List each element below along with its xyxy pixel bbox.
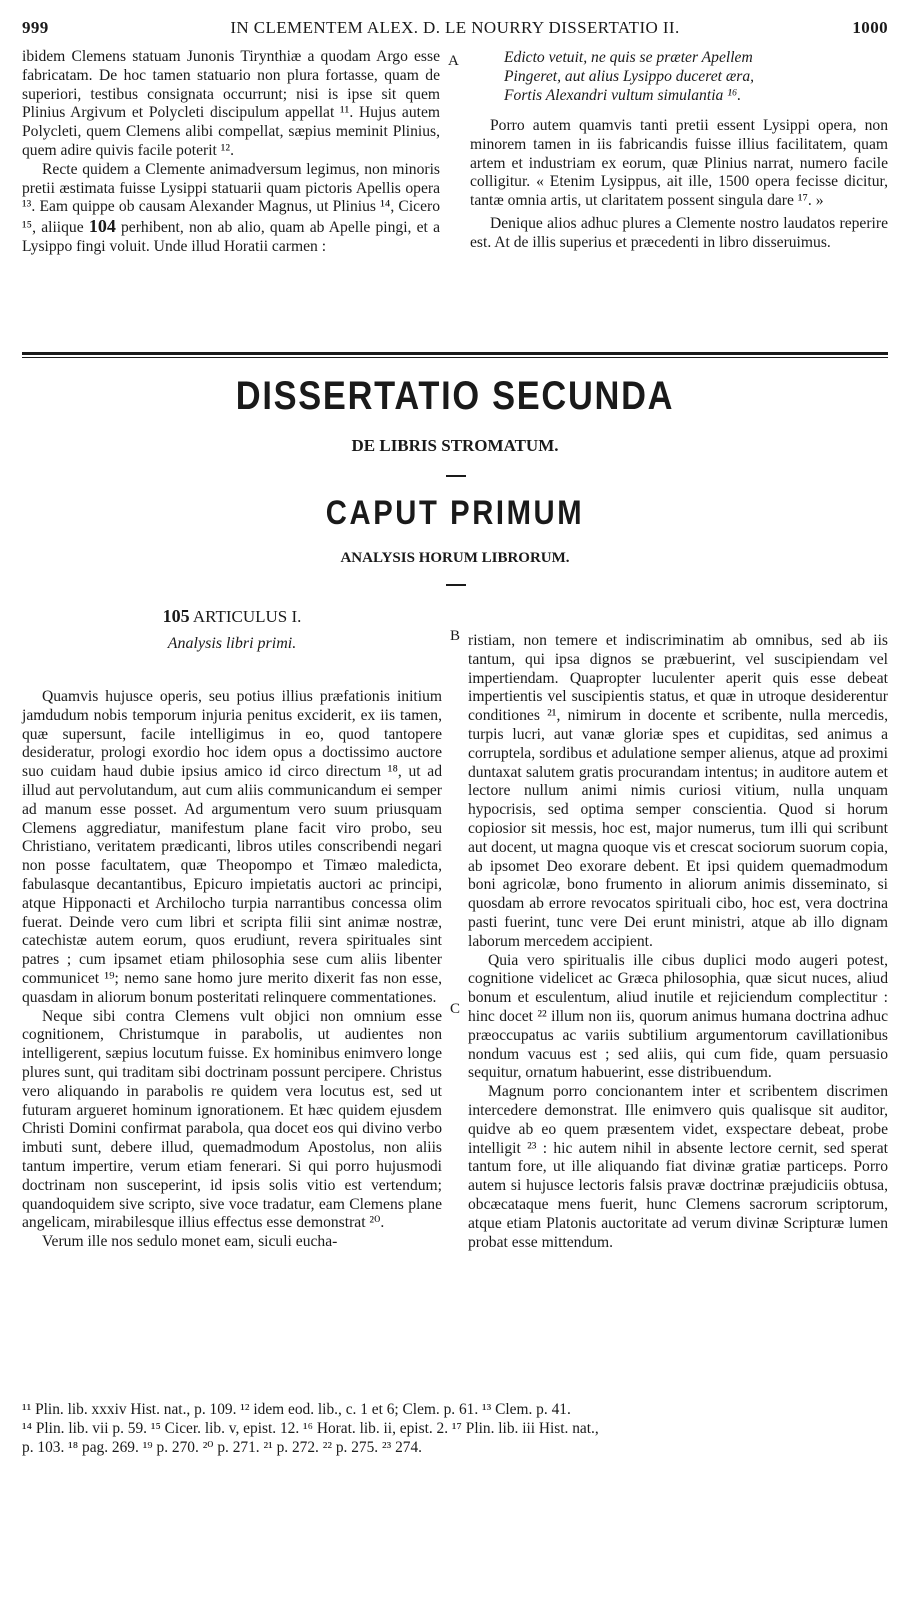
running-title: IN CLEMENTEM ALEX. D. LE NOURRY DISSERTATIO II. xyxy=(230,18,680,37)
chapter-subtitle: ANALYSIS HORUM LIBRORUM. xyxy=(340,550,570,566)
paragraph-text: Recte quidem a Clemente animadversum legimus, non minoris pretii æstimata fuisse Lysippi statuarii quam pictoris Apellis opera ¹³. Eam quippe ob causam Alexander Magnus, ut Plinius ¹⁴, Cicero ¹⁵, aliique xyxy=(22,160,440,237)
footnote-line: ¹¹ Plin. lib. xxxiv Hist. nat., p. 109. ¹² idem eod. lib., c. 1 et 6; Clem. p. 61. ¹³ Clem. p. 41. xyxy=(22,1401,571,1418)
verse-line: Edicto vetuit, ne quis se præter Apellem xyxy=(504,49,753,66)
page-number-right: 1000 xyxy=(852,18,888,37)
margin-letter-b: B xyxy=(450,628,461,644)
divider-dash xyxy=(446,584,466,586)
section-number: 105 xyxy=(162,606,190,626)
dissertation-title: DISSERTATIO SECUNDA xyxy=(235,374,675,418)
verse-line: Pingeret, aut alius Lysippo duceret æra, xyxy=(504,68,755,85)
footnotes xyxy=(22,1400,888,1457)
dissertation-subtitle: DE LIBRIS STROMATUM. xyxy=(351,436,559,455)
chapter-title: CAPUT PRIMUM xyxy=(325,494,585,532)
article-heading xyxy=(22,606,442,627)
paragraph-text: perhibent, non ab alio, quam ab Apelle pingi, et a Lysippo fingi voluit. Unde illud Horatii carmen : xyxy=(22,219,440,255)
paragraph: Quia vero spiritualis ille cibus duplici modo augeri potest, cognitione videlicet ac Græca philosophia, quæ sicut nuces, aliud bonum et esculentum, aliud inutile et rejiciendum complectitur : hinc docet ²² illum non iis, quorum animus humana doctrina adhuc præoccupatus ac variis subtilium argumentorum cavillationibus nondum vacuus est ; sed aliis, qui cum fide, quam persuasio sequitur, ornatum habuerint, esse distribuendum. xyxy=(468,951,888,1082)
paragraph: ibidem Clemens statuam Junonis Tirynthiæ a quodam Argo esse fabricatam. De hoc tamen statuario non plura fortasse, quam de superiori, testibus consignata occurrunt; nisi is ipse sit quem Plinius Argivum et Polycleti discipulum appellat ¹¹. Hujus autem Polycleti, quem Clemens alibi compellat, sæpius meminit Plinius, quem adire quivis facile poterit ¹². xyxy=(22,48,440,159)
horace-verse xyxy=(470,48,888,105)
top-right-column xyxy=(470,48,888,253)
bottom-right-column xyxy=(468,632,888,1252)
paragraph: Denique alios adhuc plures a Clemente nostro laudatos reperire est. At de illis superius et præcedenti in libro disseruimus. xyxy=(470,214,888,251)
running-header xyxy=(22,12,888,42)
section-rule xyxy=(22,352,888,355)
margin-letter-a: A xyxy=(448,53,459,69)
footnote-line: p. 103. ¹⁸ pag. 269. ¹⁹ p. 270. ²⁰ p. 271. ²¹ p. 272. ²² p. 275. ²³ 274. xyxy=(22,1439,423,1456)
section-rule-thin xyxy=(22,357,888,358)
page-number-left: 999 xyxy=(22,18,49,37)
verse-line: Fortis Alexandri vultum simulantia ¹⁶. xyxy=(504,87,742,104)
paragraph: ristiam, non temere et indiscriminatim ab omnibus, sed ab iis tantum, qui ipsa dignos se præbuerint, vel suscipiendam vel impertiendam. Quapropter luculenter aperit quis esse debeat impertientis vel suscipientis status, et quæ in utroque desiderentur conditiones ²¹, nimirum in docente et scribente, nulla mercedis, turpis lucri, aut vanæ gloriæ spes et cupiditas, sed animus a corruptela, sordibus et adulatione semper alienus, atque ad proximi duntaxat salutem gratis procurandam intentus; in auditore autem et lectore nullum animi nimis curiosi vitium, nulla unquam hypocrisis, sed optima semper conscientia. Quod si horum copiosior sit messis, hoc est, major numerus, tum illi qui scribunt aut docent, ut magna quoque vis et crescat sociorum suorum copia, ab ipsomet Deo exorare debent. Et ipsi quidem quemadmodum boni agricolæ, bono frumento in aliorum animis disseminato, si quosdam ab errore revocatos spirituali cibo, hoc est, vera doctrina pasti fuerint, tunc vere Dei erunt ministri, atque ab illo dignam laborum mercedem accipient. xyxy=(468,632,888,950)
paragraph: Verum ille nos sedulo monet eam, siculi eucha- xyxy=(42,1233,338,1251)
article-subtitle: Analysis libri primi. xyxy=(167,635,297,652)
paragraph: Quamvis hujusce operis, seu potius illius præfationis initium jamdudum nobis temporum injuria penitus exciderit, ex iis tamen, quæ supersunt, facile intelligimus in eo, quod tantopere desideratur, prologi exordio hoc idem opus a doctissimo auctore suo cuidam haud dubie ipsius amico id circo directum ¹⁸, ut ad illud aut pervolutandum, aut cum aliis communicandum ei semper ad manum esse posset. Ad argumentum vero suum priusquam Clemens aggrediatur, manifestum plane facit viro probo, seu Christiano, veritatem prædicanti, libros utiles conscribendi negari non posse facultatem, quæ Theopompo et Timæo maledicta, fabulasque decantantibus, Epicuro impietatis auctori ac principi, atque Hipponacti et Archilocho turpia narrantibus concessa olim fuerat. Deinde vero cum libri et scripta filii sint animæ nostræ, catechistæ autem eorum, quos erudiunt, revera spirituales sint patres ; cum ipsamet etiam philosophia sese cum aliis libenter communicet ¹⁹; nemo sane homo jure merito dixerit fas non esse, quasdam in aliorum bonum posteritati relinquere commentationes. xyxy=(22,688,442,1006)
paragraph xyxy=(22,161,440,257)
top-left-column xyxy=(22,48,440,257)
bottom-left-column xyxy=(22,688,442,1252)
section-number: 104 xyxy=(88,216,116,237)
divider-dash xyxy=(446,475,466,477)
paragraph: Porro autem quamvis tanti pretii essent Lysippi opera, non minorem tamen in iis fabricandis fuisse illius facilitatem, quam artem et industriam ex eorum, quæ Plinius narrat, numero facile colligitur. « Etenim Lysippus, ait ille, 1500 opera fecisse dicitur, tantæ omnia artis, ut claritatem possent singula dare ¹⁷. » xyxy=(470,117,888,210)
footnote-line: ¹⁴ Plin. lib. vii p. 59. ¹⁵ Cicer. lib. v, epist. 12. ¹⁶ Horat. lib. ii, epist. 2. ¹⁷ Plin. lib. iii Hist. nat., xyxy=(22,1420,599,1437)
article-title: ARTICULUS I. xyxy=(192,607,302,626)
paragraph: Magnum porro concionantem inter et scribentem discrimen intercedere demonstrat. Ille enimvero quis qualisque sit auditor, quidve ab eo quem præsentem videt, exspectare debeat, probe intelligit ²³ : hic autem nihil in absente lectore cernit, sed sperat tantum fore, ut ille aliquando fiat divinæ gratiæ particeps. Porro autem si hujusce lectoris falsis pravæ doctrinæ præjudiciis obtusa, obcæcataque mens fuerit, hunc Clemens sacrorum scriptorum, atque etiam Platonis auctoritate ad verum divinæ Scripturæ lumen probat esse mittendum. xyxy=(468,1083,888,1251)
margin-letter-c: C xyxy=(450,1001,461,1017)
paragraph: Neque sibi contra Clemens vult objici non omnium esse cognitionem, Christumque in parabolis, ut audientes non intelligerent, sæpius locutum fuisse. Ex hominibus enimvero longe plures sunt, qui traditam sibi doctrinam possunt percipere. Christus vero aliquando in parabolis re quidem vera locutus est, sed ut futuram argueret hominum ignorationem. Et hæc quidem ejusdem Christi Domini confirmat parabola, qua docet eos qui divino verbo imbuti sunt, debere illud, quemadmodum Apostolus, non aliis tantum impertire, verum etiam fenerari. Si qui porro hujusmodi doctrinam non susceperint, id ipsis solis vitio est vertendum; quandoquidem sive scripto, sive voce tradatur, eam Clemens plane angelicam, mirabilesque illius effectus esse demonstrat ²⁰. xyxy=(22,1007,442,1232)
